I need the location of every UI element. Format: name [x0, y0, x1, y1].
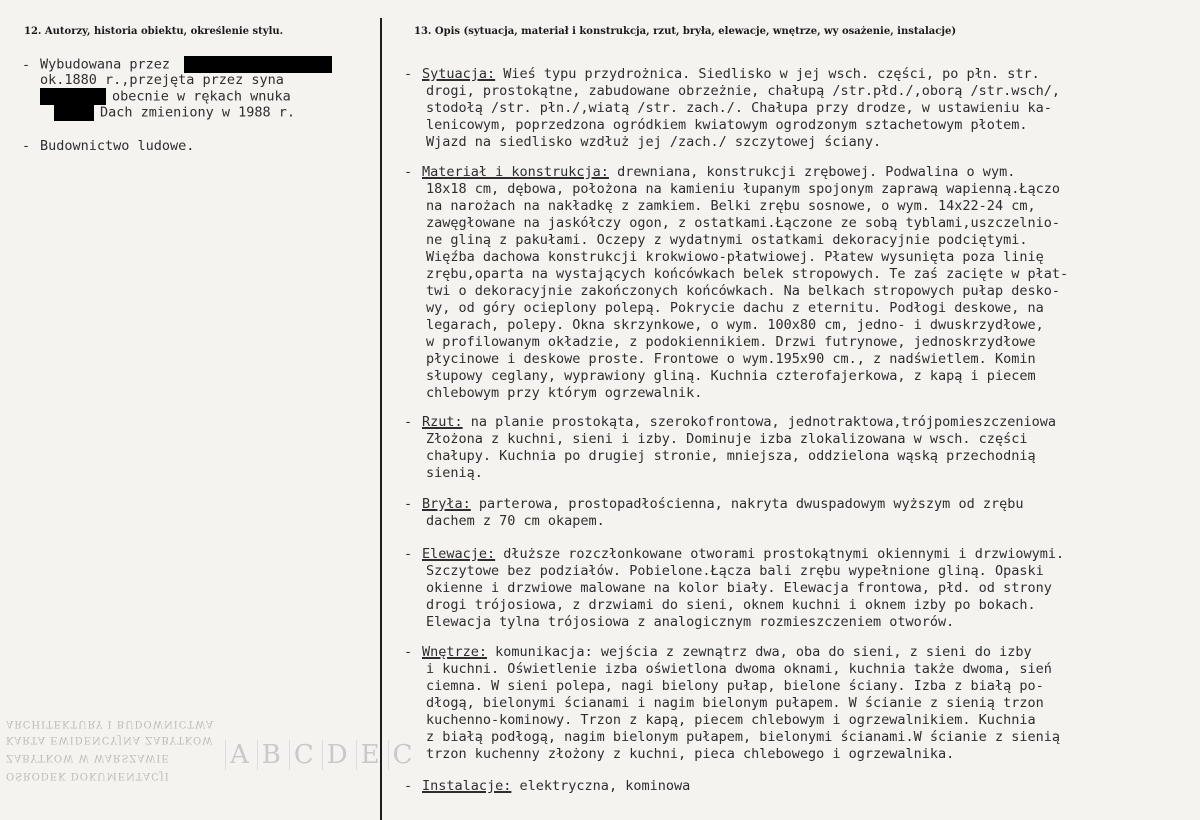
faded-letter: E — [356, 740, 388, 770]
section-text-line: płycinowe i deskowe proste. Frontowe o wym.195x90 cm., z nadświetlem. Komin — [426, 351, 1036, 367]
section-text-line: i kuchni. Oświetlenie izba oświetlona dwoma oknami, kuchnia także dwoma, sień — [426, 661, 1052, 677]
stamp-line-1: OŚRODEK DOKUMENTACJI — [6, 770, 170, 781]
faded-letter: C — [388, 740, 421, 770]
section-text-line: wy, od góry ocieplony polepą. Pokrycie dachu z eternitu. Podłogi deskowe, na — [426, 300, 1044, 316]
section-instalacje-line-1: - Instalacje: elektryczna, kominowa — [404, 778, 691, 794]
section-sytuacja-line-1: - Sytuacja: Wieś typu przydrożnica. Siedlisko w jej wsch. części, po płn. str. — [404, 66, 1040, 82]
faded-letter: C — [289, 740, 322, 770]
section-text-line: Szczytowe bez podziałów. Pobielone.Łącza bali zrębu wypełnione gliną. Opaski — [426, 563, 1044, 579]
faded-letter: B — [257, 740, 289, 770]
stamp-line-3: KARTA EWIDENCYJNA ZABYTKÓW — [6, 734, 214, 745]
section-rzut-line-1: - Rzut: na planie prostokąta, szerokofrontowa, jednotraktowa,trójpomieszczeniowa — [404, 414, 1056, 430]
section-text-line: trzon kuchenny złożony z kuchni, pieca chlebowego i ogrzewalnika. — [426, 746, 955, 762]
section-text-line: kuchenno-kominowy. Trzon z kapą, piecem chlebowym i ogrzewalnikiem. Kuchnia — [426, 712, 1036, 728]
section-elewacje-line-1: - Elewacje: dłuższe rozczłonkowane otworami prostokątnymi okiennymi i drzwiowymi. — [404, 546, 1065, 562]
section-text-line: na narożach na nakładkę z zamkiem. Belki zrębu sosnowe, o wym. 14x22-24 cm, — [426, 198, 1036, 214]
section-title: Instalacje: — [422, 778, 512, 794]
section-text-line: twi o dekoracyjnie zakończonych końcówkach. Na belkach stropowych pułap desko- — [426, 283, 1060, 299]
section-text-line: dłogą, bielonymi ścianami i nagim bielonym pułapem. W ścianie z sienią trzon — [426, 695, 1044, 711]
section-text-line: sienią. — [426, 465, 483, 481]
left-item-1-line-4: Dach zmieniony w 1988 r. — [54, 104, 295, 122]
section-text-line: dachem z 70 cm okapem. — [426, 513, 605, 529]
section-text-line: chlebowym przy którym ogrzewalnik. — [426, 385, 703, 401]
section-text-line: ne gliną z pakułami. Oczepy z wydatnymi ostatkami dekoracyjnie podciętymi. — [426, 232, 1028, 248]
faded-letter: A — [225, 740, 257, 770]
section-text-line: zrębu,oparta na wystających końcówkach belek stropowych. Te zaś zacięte w płat- — [426, 266, 1069, 282]
section-material-line-1: - Materiał i konstrukcja: drewniana, konstrukcji zrębowej. Podwalina o wym. — [404, 164, 1016, 180]
section-text-line: chałupy. Kuchnia po drugiej stronie, mniejsza, oddzielona wąską przechodnią — [426, 448, 1036, 464]
redacted-block — [184, 56, 332, 73]
column-divider — [380, 18, 382, 820]
stamp-line-4: ARCHITEKTURY I BUDOWNICTWA — [6, 718, 215, 729]
section-text-line: 18x18 cm, dębowa, położona na kamieniu łupanym spojonym zaprawą wapienną.Łączo — [426, 181, 1060, 197]
section-text-line: słupowy ceglany, wyprawiony gliną. Kuchnia czterofajerkowa, z kapą i piecem — [426, 368, 1036, 384]
section-title: Rzut: — [422, 414, 463, 430]
stamp-line-2: ZABYTKÓW W WARSZAWIE — [6, 752, 170, 763]
section-text-line: Elewacja tylna trójosiowa z analogicznym rozmieszczeniem otworów. — [426, 614, 955, 630]
section-text-line: lenicowym, poprzedzona ogródkiem kwiatowym ogrodzonym sztachetowym płotem. — [426, 117, 1028, 133]
section-text-line: Wjazd na siedlisko wzdłuż jej /zach./ szczytowej ściany. — [426, 134, 882, 150]
left-column-header: 12. Autorzy, historia obiektu, określenie stylu. — [24, 26, 284, 37]
section-title: Materiał i konstrukcja: — [422, 164, 609, 180]
redacted-block — [54, 104, 94, 121]
section-text-line: Złożona z kuchni, sieni i izby. Dominuje izba zlokalizowana w wsch. części — [426, 431, 1028, 447]
section-wnetrze-line-1: - Wnętrze: komunikacja: wejścia z zewnątrz dwa, oba do sieni, z sieni do izby — [404, 644, 1032, 660]
section-title: Elewacje: — [422, 546, 496, 562]
left-item-2: - Budownictwo ludowe. — [22, 138, 195, 154]
section-title: Wnętrze: — [422, 644, 488, 660]
section-bryla-line-1: - Bryła: parterowa, prostopadłościenna, nakryta dwuspadowym wyższym od zrębu — [404, 496, 1024, 512]
faded-letters — [225, 740, 421, 770]
section-text-line: w profilowanym okładzie, z podokiennikiem. Drzwi futrynowe, jednoskrzydłowe — [426, 334, 1036, 350]
left-item-1-line-1: - Wybudowana przez — [22, 56, 332, 74]
section-text-line: stodołą /str. płn./,wiatą /str. zach./. Chałupa przy drodze, w ustawieniu ka- — [426, 100, 1052, 116]
section-text-line: zawęgłowane na jaskółczy ogon, z ostatkami.Łączone ze sobą tyblami,uszczelnio- — [426, 215, 1060, 231]
faded-letter: D — [322, 740, 356, 770]
section-text-line: drogi, prostokątne, zabudowane obrzeżnie, chałupą /str.płd./,oborą /str.wsch/, — [426, 83, 1060, 99]
section-text-line: Więźba dachowa konstrukcji krokwiowo-płatwiowej. Płatew wysunięta poza linię — [426, 249, 1044, 265]
section-text-line: ciemna. W sieni polepa, nagi bielony pułap, bielone ściany. Izba z białą po- — [426, 678, 1044, 694]
redacted-block — [40, 88, 106, 105]
section-text-line: drogi trójosiowa, z drzwiami do sieni, oknem kuchni i oknem izby po bokach. — [426, 597, 1036, 613]
right-column-header: 13. Opis (sytuacja, materiał i konstrukcja, rzut, bryła, elewacje, wnętrze, wy osażenie, instalacje) — [414, 26, 957, 37]
section-text-line: okienne i drzwiowe malowane na kolor biały. Elewacja frontowa, płd. od strony — [426, 580, 1052, 596]
left-item-1-line-3: obecnie w rękach wnuka — [40, 88, 291, 106]
section-text-line: legarach, polepy. Okna skrzynkowe, o wym. 100x80 cm, jedno- i dwuskrzydłowe, — [426, 317, 1044, 333]
left-item-1-line-2: ok.1880 r.,przejęta przez syna — [40, 72, 284, 88]
section-title: Sytuacja: — [422, 66, 496, 82]
section-text-line: z białą podłogą, nagim bielonym pułapem, bielonymi ścianami.W ścianie z sienią — [426, 729, 1060, 745]
section-title: Bryła: — [422, 496, 471, 512]
